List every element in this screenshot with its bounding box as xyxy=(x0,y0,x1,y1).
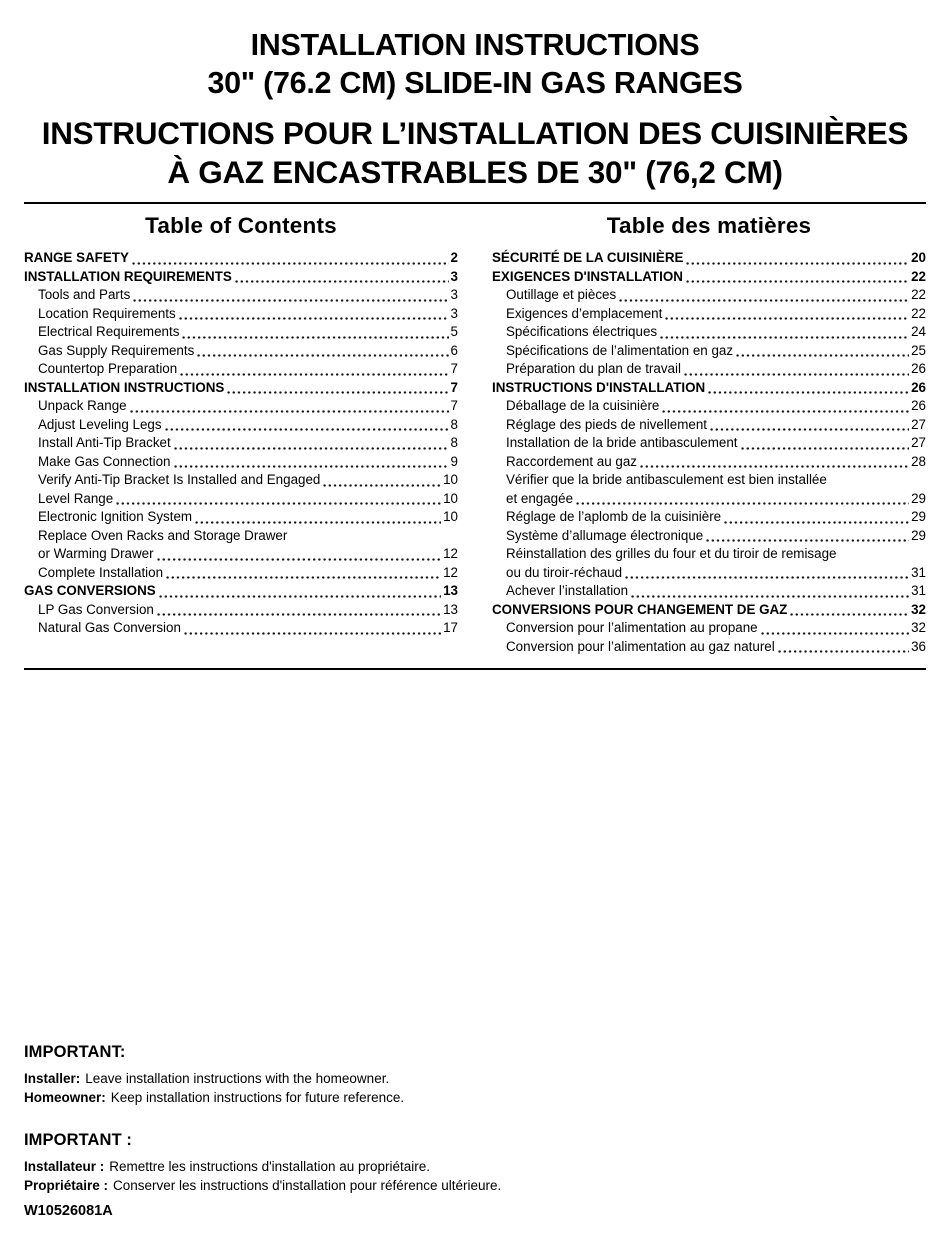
toc-leader-dots xyxy=(760,632,909,635)
toc-entry-label: Déballage de la cuisinière xyxy=(506,398,660,413)
toc-entry-label: Spécifications de l’alimentation en gaz xyxy=(506,342,734,358)
toc-entry xyxy=(24,619,458,638)
toc-leader-dots xyxy=(664,317,909,320)
toc-page-number: 31 xyxy=(911,564,926,580)
toc-entry-label: CONVERSIONS POUR CHANGEMENT DE GAZ xyxy=(492,601,788,617)
toc-page-number: 9 xyxy=(450,453,458,469)
toc-leader-dots xyxy=(129,410,449,413)
toc-leader-dots xyxy=(165,576,441,579)
toc-entry xyxy=(24,342,458,361)
toc-entry-label: RANGE SAFETY xyxy=(24,250,129,265)
important-label-homeowner: Homeowner: xyxy=(24,1090,106,1105)
toc-page-number: 27 xyxy=(911,416,926,432)
toc-entry-label: Installation de la bride antibasculement xyxy=(506,435,738,450)
toc-entry xyxy=(492,379,926,398)
toc-entry xyxy=(24,527,458,546)
toc-entry-label: SÉCURITÉ DE LA CUISINIÈRE xyxy=(492,250,684,265)
important-text-proprietaire: Conserver les instructions d'installation pour référence ultérieure. xyxy=(113,1178,502,1193)
important-text-installateur: Remettre les instructions d'installation au propriétaire. xyxy=(109,1159,431,1174)
toc-leader-dots xyxy=(173,465,449,468)
toc-entry-label: Tools and Parts xyxy=(38,287,131,302)
important-line-proprietaire xyxy=(24,1176,926,1195)
toc-entry xyxy=(492,397,926,416)
toc-leader-dots xyxy=(156,558,442,561)
toc-page-number: 7 xyxy=(450,379,458,395)
toc-entry-label: LP Gas Conversion xyxy=(38,601,154,617)
toc-leader-dots xyxy=(777,650,909,653)
toc-title-english: Table of Contents xyxy=(145,213,337,238)
toc-entry-label: Verify Anti-Tip Bracket Is Installed and Engaged xyxy=(38,472,321,487)
toc-entry xyxy=(24,508,458,527)
toc-entry xyxy=(492,268,926,287)
toc-page-number: 22 xyxy=(911,287,926,302)
toc-page-number: 28 xyxy=(911,453,926,469)
toc-entry-label: Complete Installation xyxy=(38,564,164,580)
toc-entry xyxy=(492,342,926,361)
toc-entry xyxy=(492,638,926,657)
important-line-installateur xyxy=(24,1157,926,1176)
toc-entry-label: EXIGENCES D'INSTALLATION xyxy=(492,268,683,284)
toc-entry-label: Electronic Ignition System xyxy=(38,509,193,524)
important-label-installateur: Installateur : xyxy=(24,1159,105,1174)
toc-leader-dots xyxy=(685,280,909,283)
toc-entry xyxy=(24,323,458,342)
toc-leader-dots xyxy=(115,502,441,505)
toc-entry xyxy=(492,360,926,379)
important-heading-english: IMPORTANT: xyxy=(24,1043,126,1061)
toc-entry xyxy=(492,490,926,509)
toc-leader-dots xyxy=(164,428,449,431)
toc-leader-dots xyxy=(194,521,441,524)
toc-page-number: 2 xyxy=(450,250,458,265)
table-of-contents xyxy=(0,204,950,668)
toc-leader-dots xyxy=(683,373,909,376)
important-heading-french: IMPORTANT : xyxy=(24,1131,133,1149)
toc-entry xyxy=(24,434,458,453)
important-line-homeowner xyxy=(24,1088,926,1107)
toc-page-number: 24 xyxy=(911,324,926,339)
toc-entry xyxy=(24,360,458,379)
title-line-en-2: 30" (76.2 CM) SLIDE-IN GAS RANGES xyxy=(207,66,743,100)
toc-entry xyxy=(24,601,458,620)
toc-leader-dots xyxy=(181,336,448,339)
toc-leader-dots xyxy=(179,373,448,376)
horizontal-rule-bottom xyxy=(24,668,926,670)
important-line-installer xyxy=(24,1069,926,1088)
toc-leader-dots xyxy=(639,465,909,468)
toc-leader-dots xyxy=(707,391,909,394)
toc-leader-dots xyxy=(234,280,449,283)
toc-leader-dots xyxy=(705,539,909,542)
toc-page-number: 36 xyxy=(911,638,926,654)
toc-entry-label: Natural Gas Conversion xyxy=(38,620,181,635)
toc-leader-dots xyxy=(322,484,441,487)
toc-entry-label: ou du tiroir-réchaud xyxy=(506,564,623,580)
toc-entry xyxy=(492,545,926,564)
toc-entry xyxy=(24,286,458,305)
toc-column-french xyxy=(492,210,926,656)
toc-entry-label: Install Anti-Tip Bracket xyxy=(38,435,171,450)
toc-entry-label: Countertop Preparation xyxy=(38,361,178,376)
toc-leader-dots xyxy=(132,299,448,302)
toc-entry xyxy=(492,619,926,638)
toc-page-number: 29 xyxy=(911,527,926,543)
important-notes xyxy=(24,1043,926,1195)
toc-entry xyxy=(24,453,458,472)
toc-entry xyxy=(492,564,926,583)
important-section-english xyxy=(24,1043,926,1107)
toc-entry xyxy=(24,471,458,490)
toc-page-number: 8 xyxy=(450,435,458,450)
toc-page-number: 3 xyxy=(450,268,458,284)
toc-page-number: 22 xyxy=(911,268,926,284)
toc-entry xyxy=(492,471,926,490)
toc-page-number: 7 xyxy=(450,398,458,413)
toc-entry xyxy=(24,545,458,564)
toc-page-number: 13 xyxy=(443,583,458,598)
important-label-proprietaire: Propriétaire : xyxy=(24,1178,109,1193)
document-title-english xyxy=(0,26,950,102)
toc-leader-dots xyxy=(661,410,909,413)
toc-entry-label: Gas Supply Requirements xyxy=(38,342,195,358)
toc-entry-label: Location Requirements xyxy=(38,305,176,321)
toc-page-number: 29 xyxy=(911,509,926,524)
toc-leader-dots xyxy=(735,354,909,357)
toc-entry-label: INSTALLATION INSTRUCTIONS xyxy=(24,379,225,395)
toc-entry xyxy=(24,379,458,398)
title-line-en-1: INSTALLATION INSTRUCTIONS xyxy=(250,28,700,62)
important-text-homeowner: Keep installation instructions for future reference. xyxy=(110,1090,405,1105)
toc-leader-dots xyxy=(685,262,909,265)
toc-page-number: 32 xyxy=(911,620,926,635)
toc-entry xyxy=(24,249,458,268)
toc-entry xyxy=(492,249,926,268)
toc-page-number: 13 xyxy=(443,601,458,617)
toc-entry xyxy=(492,508,926,527)
toc-leader-dots xyxy=(196,354,448,357)
toc-page-number: 3 xyxy=(450,305,458,321)
toc-entry-label: Exigences d’emplacement xyxy=(506,305,663,321)
toc-entry-label: Level Range xyxy=(38,490,114,506)
toc-leader-dots xyxy=(630,595,909,598)
toc-entry-label: Replace Oven Racks and Storage Drawer xyxy=(38,527,288,543)
toc-leader-dots xyxy=(789,613,909,616)
toc-entry-label: or Warming Drawer xyxy=(38,546,154,561)
toc-entry xyxy=(492,286,926,305)
toc-entry-label: Electrical Requirements xyxy=(38,324,180,339)
important-label-installer: Installer: xyxy=(24,1071,81,1086)
toc-entry-label: Réglage de l’aplomb de la cuisinière xyxy=(506,509,722,524)
toc-entry xyxy=(492,416,926,435)
toc-page-number: 29 xyxy=(911,490,926,506)
toc-page-number: 26 xyxy=(911,379,926,395)
toc-entries-french xyxy=(492,249,926,656)
toc-entries-english xyxy=(24,249,458,638)
toc-entry-label: Raccordement au gaz xyxy=(506,453,638,469)
toc-entry xyxy=(492,453,926,472)
toc-page-number: 32 xyxy=(911,601,926,617)
toc-leader-dots xyxy=(624,576,909,579)
toc-entry xyxy=(492,305,926,324)
toc-page-number: 22 xyxy=(911,305,926,321)
toc-entry xyxy=(492,434,926,453)
toc-page-number: 31 xyxy=(911,583,926,598)
toc-leader-dots xyxy=(173,447,449,450)
toc-leader-dots xyxy=(178,317,449,320)
title-line-fr-1: INSTRUCTIONS POUR L’INSTALLATION DES CUISINIÈRES xyxy=(41,115,909,151)
toc-page-number: 26 xyxy=(911,398,926,413)
toc-page-number: 7 xyxy=(450,361,458,376)
title-line-fr-2: À GAZ ENCASTRABLES DE 30" (76,2 CM) xyxy=(167,154,783,190)
document-title-french xyxy=(0,114,950,192)
toc-page-number: 27 xyxy=(911,435,926,450)
toc-page-number: 26 xyxy=(911,361,926,376)
toc-leader-dots xyxy=(226,391,448,394)
toc-page-number: 12 xyxy=(443,564,458,580)
toc-entry-label: Vérifier que la bride antibasculement est bien installée xyxy=(506,472,827,487)
toc-title-french: Table des matières xyxy=(606,213,812,238)
toc-entry-label: Réinstallation des grilles du four et du tiroir de remisage xyxy=(506,546,837,561)
toc-entry-label: et engagée xyxy=(506,490,574,506)
toc-page-number: 3 xyxy=(450,287,458,302)
toc-entry-label: GAS CONVERSIONS xyxy=(24,583,156,598)
toc-page-number: 10 xyxy=(443,490,458,506)
toc-page-number: 10 xyxy=(443,509,458,524)
toc-page-number: 12 xyxy=(443,546,458,561)
toc-page-number: 25 xyxy=(911,342,926,358)
toc-entry xyxy=(492,582,926,601)
toc-entry-label: Conversion pour l’alimentation au gaz naturel xyxy=(506,638,775,654)
toc-leader-dots xyxy=(723,521,909,524)
toc-page-number: 20 xyxy=(911,250,926,265)
toc-leader-dots xyxy=(575,502,909,505)
toc-entry xyxy=(24,268,458,287)
toc-column-english xyxy=(24,210,458,656)
toc-page-number: 5 xyxy=(450,324,458,339)
toc-entry xyxy=(24,416,458,435)
toc-leader-dots xyxy=(131,262,449,265)
toc-entry-label: Préparation du plan de travail xyxy=(506,361,681,376)
important-section-french xyxy=(24,1131,926,1195)
toc-entry-label: Conversion pour l’alimentation au propane xyxy=(506,620,758,635)
toc-entry xyxy=(24,490,458,509)
toc-page-number: 10 xyxy=(443,472,458,487)
toc-entry xyxy=(24,305,458,324)
toc-entry-label: Système d’allumage électronique xyxy=(506,527,704,543)
toc-entry-label: Make Gas Connection xyxy=(38,453,171,469)
toc-page-number: 17 xyxy=(443,620,458,635)
toc-entry-label: Unpack Range xyxy=(38,398,127,413)
toc-entry-label: Outillage et pièces xyxy=(506,287,617,302)
toc-entry xyxy=(24,397,458,416)
toc-page-number: 6 xyxy=(450,342,458,358)
toc-entry-label: Spécifications électriques xyxy=(506,324,658,339)
toc-leader-dots xyxy=(156,613,441,616)
document-number: W10526081A xyxy=(24,1203,113,1219)
important-text-installer: Leave installation instructions with the homeowner. xyxy=(85,1071,390,1086)
toc-leader-dots xyxy=(183,632,441,635)
toc-entry-label: INSTALLATION REQUIREMENTS xyxy=(24,268,232,284)
document-title xyxy=(0,0,950,192)
toc-entry-label: Achever l’installation xyxy=(506,583,629,598)
toc-leader-dots xyxy=(618,299,909,302)
toc-entry xyxy=(492,601,926,620)
toc-leader-dots xyxy=(740,447,910,450)
toc-entry xyxy=(492,527,926,546)
toc-entry-label: Réglage des pieds de nivellement xyxy=(506,416,707,432)
toc-leader-dots xyxy=(158,595,441,598)
toc-entry xyxy=(24,564,458,583)
toc-entry-label: Adjust Leveling Legs xyxy=(38,416,162,432)
toc-entry xyxy=(492,323,926,342)
toc-entry-label: INSTRUCTIONS D'INSTALLATION xyxy=(492,379,706,395)
toc-leader-dots xyxy=(659,336,909,339)
toc-entry xyxy=(24,582,458,601)
toc-leader-dots xyxy=(709,428,909,431)
toc-page-number: 8 xyxy=(450,416,458,432)
